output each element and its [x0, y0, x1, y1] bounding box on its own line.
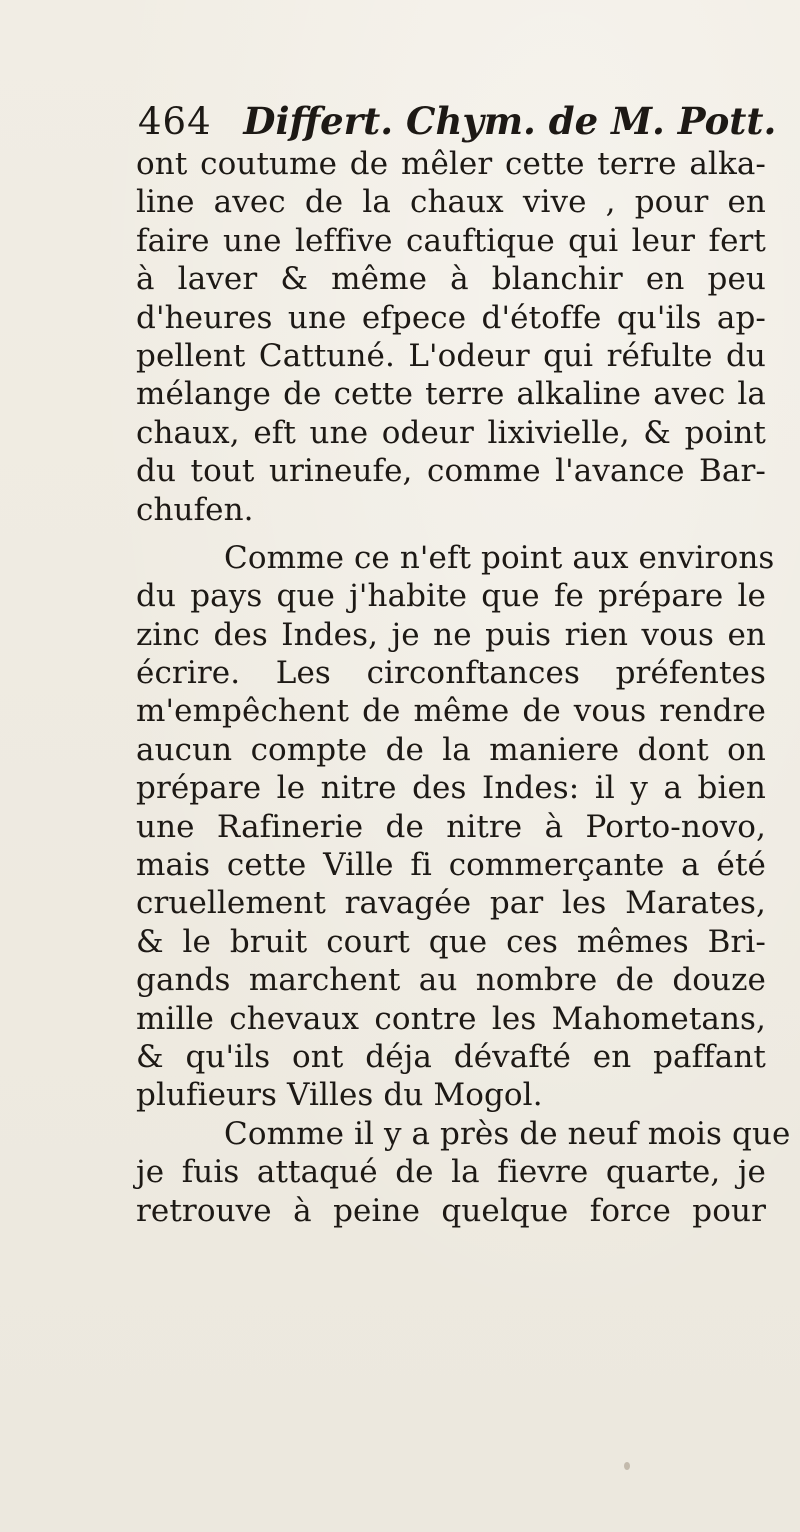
text-line: d'heures une efpece d'étoffe qu'ils ap- [136, 299, 766, 336]
text-line: mélange de cette terre alkaline avec la [136, 376, 766, 413]
text-line: line avec de la chaux vive , pour en [136, 184, 766, 221]
text-line: chaux, eft une odeur lixivielle, & point [136, 414, 766, 451]
text-line: ont coutume de mêler cette terre alka- [136, 146, 766, 182]
text-line: du pays que j'habite que fe prépare le [136, 578, 766, 615]
text-line: faire une leffive cauftique qui leur fert [136, 222, 766, 259]
text-line: chufen. [136, 491, 254, 528]
text-line: Comme il y a près de neuf mois que [224, 1115, 791, 1152]
text-line: & le bruit court que ces mêmes Bri- [136, 923, 766, 960]
text-line: je fuis attaqué de la fievre quarte, je [136, 1154, 766, 1191]
text-line: mais cette Ville fi commerçante a été [136, 847, 766, 884]
text-line: une Rafinerie de nitre à Porto-novo, [136, 808, 766, 845]
paragraph [136, 1115, 791, 1230]
text-line: pellent Cattuné. L'odeur qui réfulte du [136, 337, 766, 374]
text-line: écrire. Les circonftances préfentes [136, 655, 766, 692]
paragraph [136, 145, 766, 529]
paragraph-gap [136, 529, 766, 539]
text-line: m'empêchent de même de vous rendre [136, 693, 766, 730]
text-line: gands marchent au nombre de douze [136, 962, 766, 999]
running-title: Differt. Chym. de M. Pott. [243, 99, 777, 143]
text-line: cruellement ravagée par les Marates, [136, 885, 766, 922]
paper-speck [624, 1462, 630, 1470]
text-line: du tout urineufe, comme l'avance Bar- [136, 453, 766, 490]
body-text [136, 145, 791, 1230]
text-line: prépare le nitre des Indes: il y a bien [136, 770, 766, 807]
paragraph [136, 539, 775, 1115]
text-line: & qu'ils ont déja dévafté en paffant [136, 1038, 766, 1075]
text-line: zinc des Indes, je ne puis rien vous en [136, 616, 766, 653]
text-line: aucun compte de la maniere dont on [136, 731, 766, 768]
text-line: plufieurs Villes du Mogol. [136, 1077, 543, 1114]
text-line: mille chevaux contre les Mahometans, [136, 1000, 766, 1037]
text-line: retrouve à peine quelque force pour [136, 1192, 766, 1229]
text-line: Comme ce n'eft point aux environs [224, 539, 775, 576]
page-header [138, 98, 778, 144]
page-number: 464 [138, 100, 212, 143]
text-line: à laver & même à blanchir en peu [136, 261, 766, 298]
